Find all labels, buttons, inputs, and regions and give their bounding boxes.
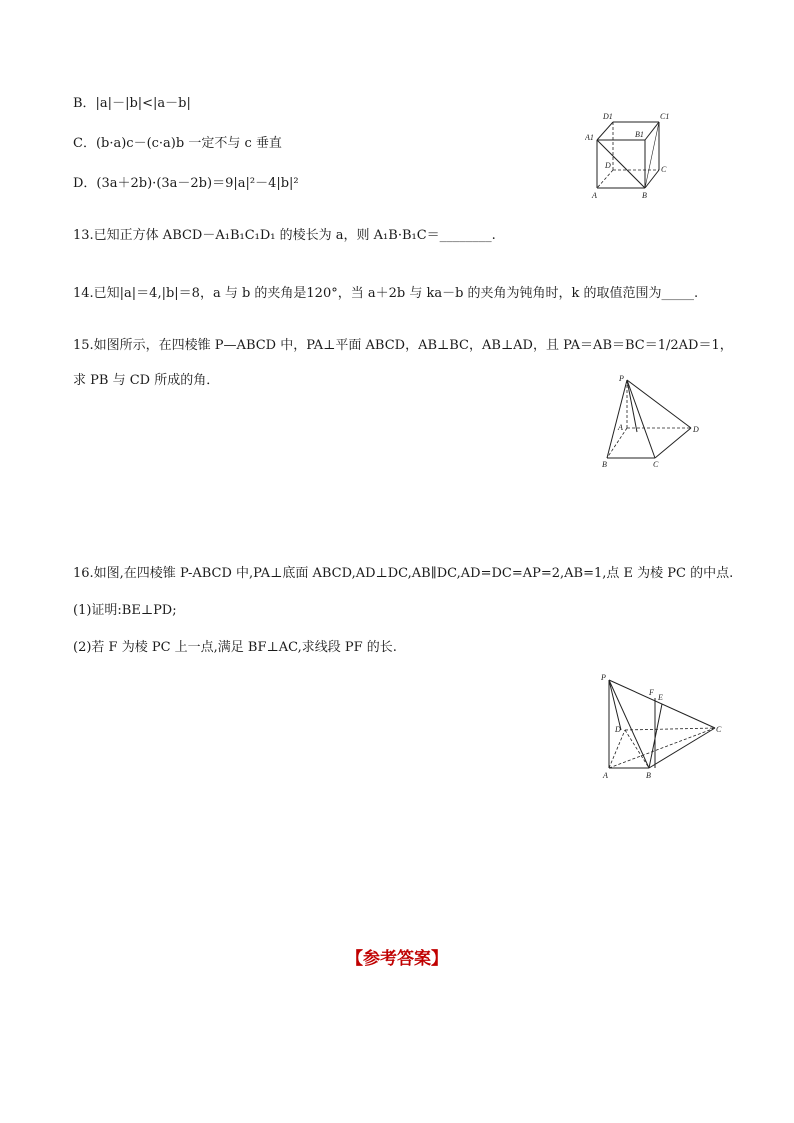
option-c: C．(b·a)c－(c·a)b 一定不与 c 垂直 [73, 136, 282, 151]
p15-label-d: D [693, 425, 699, 434]
cube-figure [585, 108, 675, 203]
p16-label-a: A [603, 771, 608, 780]
question-13: 13.已知正方体 ABCD－A₁B₁C₁D₁ 的棱长为 a，则 A₁B·B₁C＝________. [73, 228, 496, 243]
p16-label-p: P [601, 673, 606, 682]
question-16-part1: (1)证明:BE⊥PD; [73, 603, 177, 618]
cube-label-c1: C1 [660, 112, 670, 121]
question-14: 14.已知|a|＝4,|b|＝8，a 与 b 的夹角是120°，当 a＋2b 与 ka－b 的夹角为钝角时，k 的取值范围为_____. [73, 286, 699, 301]
pyramid-16-figure [597, 672, 727, 782]
option-b: B．|a|－|b|<|a－b| [73, 96, 191, 111]
cube-label-a1: A1 [585, 133, 594, 142]
p16-label-e: E [658, 693, 663, 702]
question-16-part2: (2)若 F 为棱 PC 上一点,满足 BF⊥AC,求线段 PF 的长. [73, 640, 397, 655]
answer-section-title: 【参考答案】 [346, 949, 448, 969]
cube-label-a: A [592, 191, 597, 200]
p15-label-a: A [618, 423, 623, 432]
cube-label-c: C [661, 165, 667, 174]
cube-label-b1: B1 [635, 130, 644, 139]
cube-label-d: D [605, 161, 611, 170]
pyramid-15-figure [597, 372, 707, 472]
question-15-line1: 15.如图所示，在四棱锥 P—ABCD 中，PA⊥平面 ABCD，AB⊥BC，AB⊥AD，且 PA＝AB＝BC＝1/2AD＝1， [73, 338, 733, 353]
p15-label-c: C [653, 460, 659, 469]
cube-label-b: B [642, 191, 647, 200]
p15-label-p: P [619, 374, 624, 383]
question-15-line2: 求 PB 与 CD 所成的角． [73, 373, 220, 388]
cube-label-d1: D1 [603, 112, 613, 121]
p16-label-b: B [646, 771, 651, 780]
p16-label-d: D [615, 725, 621, 734]
p16-label-f: F [649, 688, 654, 697]
question-16-line1: 16.如图,在四棱锥 P-ABCD 中,PA⊥底面 ABCD,AD⊥DC,AB∥DC,AD=DC=AP=2,AB=1,点 E 为棱 PC 的中点. [73, 566, 734, 581]
option-d: D．(3a＋2b)·(3a－2b)＝9|a|²－4|b|² [73, 176, 299, 191]
p16-label-c: C [716, 725, 722, 734]
p15-label-b: B [602, 460, 607, 469]
